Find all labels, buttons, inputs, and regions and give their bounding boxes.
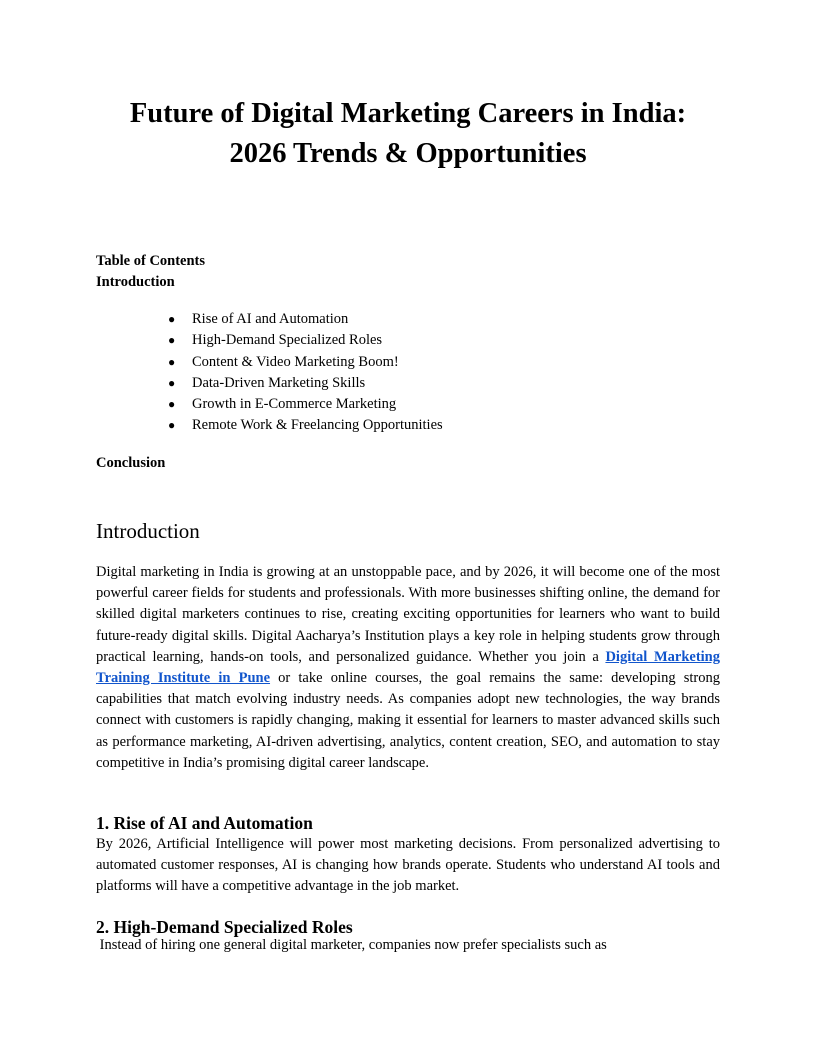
- section-ai-paragraph: By 2026, Artificial Intelligence will power most marketing decisions. From personalized advertising to automated customer responses, AI is changing how brands operate. Students who understand AI tools and platforms will have a competitive advantage in the job market.: [96, 836, 720, 895]
- bullet-icon: ●: [168, 354, 176, 369]
- introduction-paragraph: Digital marketing in India is growing at an unstoppable pace, and by 2026, it will become one of the most powerful career fields for students and professionals. With more businesses shifting online, the demand for skilled digital marketers continues to rise, creating exciting opportunities for learners who want to build future-ready digital skills. Digital Aacharya’s Institution plays a key role in helping students grow through practical learning, hands-on tools, and personalized guidance. Whether you join a Digital Marketing Training Institute in Pune or take online courses, the goal remains the same: developing strong capabilities that match evolving industry needs. As companies adopt new technologies, the way brands connect with customers is rapidly changing, making it essential for learners to master advanced skills such as performance marketing, AI-driven advertising, analytics, content creation, SEO, and automation to stay competitive in India’s promising digital career landscape.: [96, 564, 720, 771]
- introduction-heading: Introduction: [96, 519, 200, 543]
- training-institute-link[interactable]: Digital Marketing Training Institute in Pune: [96, 648, 720, 687]
- section-ai-heading: 1. Rise of AI and Automation: [96, 813, 313, 833]
- toc-item: ● Growth in E-Commerce Marketing: [192, 394, 443, 415]
- document-title: [96, 94, 720, 174]
- toc-conclusion-label: Conclusion: [96, 455, 166, 471]
- toc-item: ● Remote Work & Freelancing Opportunities: [192, 415, 443, 436]
- section-roles-heading: 2. High-Demand Specialized Roles: [96, 917, 353, 937]
- toc-item: ● High-Demand Specialized Roles: [192, 330, 443, 351]
- toc-item: ● Content & Video Marketing Boom!: [192, 352, 443, 373]
- bullet-icon: ●: [168, 312, 176, 326]
- bullet-icon: ●: [168, 333, 176, 348]
- title-line-1: Future of Digital Marketing Careers in India:: [129, 98, 687, 129]
- bullet-icon: ●: [168, 375, 176, 390]
- toc-introduction-label: Introduction: [96, 274, 175, 290]
- title-line-2: 2026 Trends & Opportunities: [229, 138, 587, 169]
- bullet-icon: ●: [168, 397, 176, 412]
- toc-item: ● Rise of AI and Automation: [192, 309, 443, 330]
- toc-item: ● Data-Driven Marketing Skills: [192, 373, 443, 394]
- toc-list: [168, 309, 443, 437]
- toc-heading: Table of Contents: [96, 253, 206, 269]
- bullet-icon: ●: [168, 418, 176, 433]
- section-roles-paragraph: Instead of hiring one general digital marketer, companies now prefer specialists such as: [96, 937, 607, 953]
